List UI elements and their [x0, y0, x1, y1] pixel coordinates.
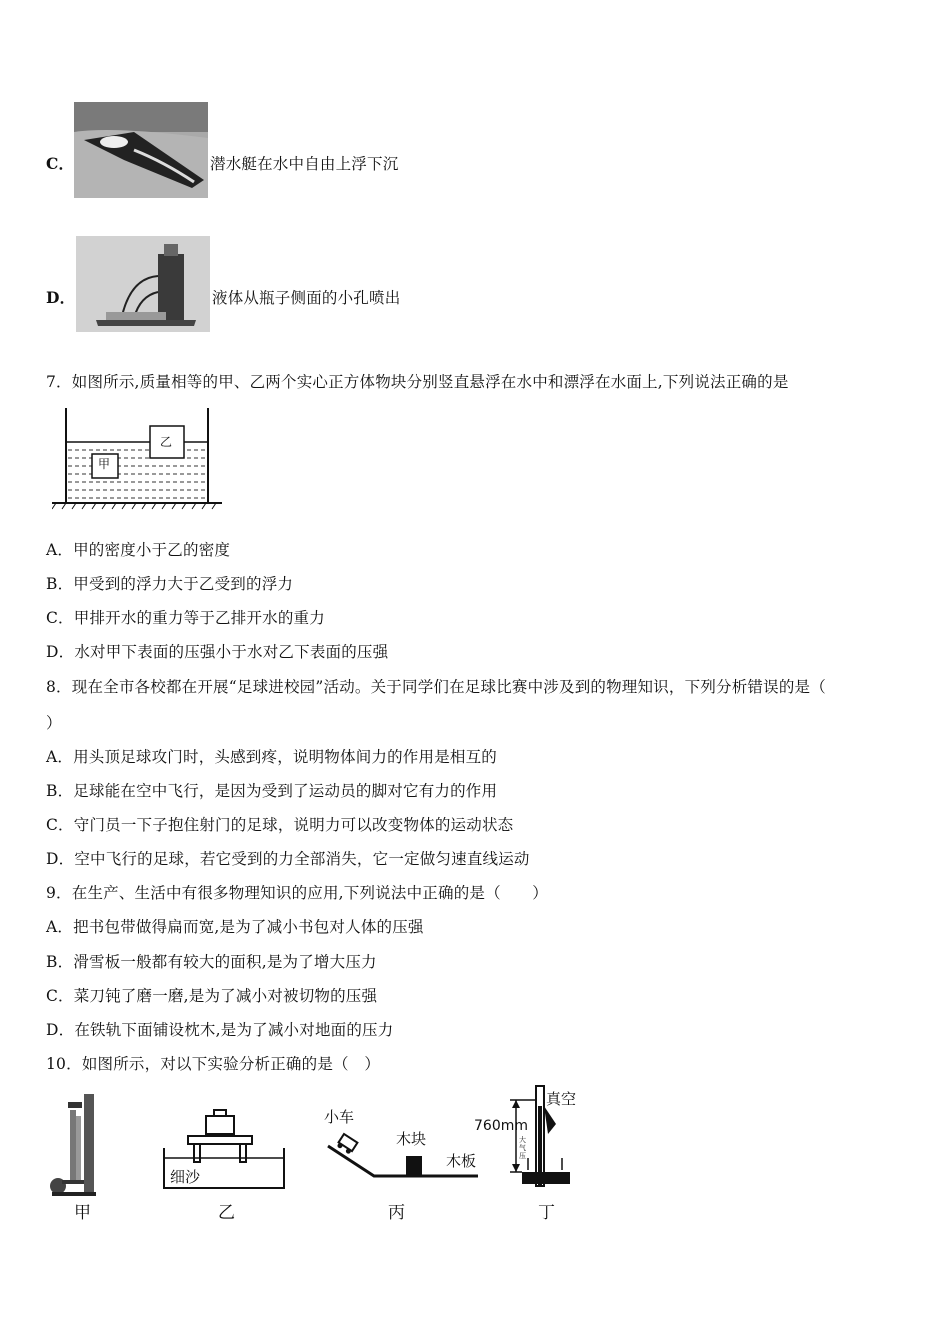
q10-label-sand: 细沙	[170, 1168, 201, 1186]
q7-label-jia: 甲	[98, 457, 111, 471]
q10-label-height: 760mm	[474, 1118, 528, 1134]
q6-option-d-letter: D．	[46, 288, 76, 307]
q9-option-a: A．把书包带做得扁而宽,是为了减小书包对人体的压强	[46, 918, 424, 936]
q10-figure-yi	[160, 1108, 290, 1223]
q8-option-d: D．空中飞行的足球，若它受到的力全部消失，它一定做匀速直线运动	[46, 850, 530, 868]
q10-label-cart: 小车	[324, 1108, 355, 1126]
q6-option-d-text: 液体从瓶子侧面的小孔喷出	[212, 289, 401, 307]
q7-label-yi: 乙	[160, 435, 173, 449]
q8-stem-end: ）	[46, 714, 62, 732]
q6-option-c-letter: C．	[46, 154, 75, 173]
q9-option-b: B．滑雪板一般都有较大的面积,是为了增大压力	[46, 953, 377, 971]
q7-option-b: B．甲受到的浮力大于乙受到的浮力	[46, 575, 294, 593]
q8-option-a: A．用头顶足球攻门时，头感到疼，说明物体间力的作用是相互的	[46, 748, 497, 766]
q9-stem: 9．在生产、生活中有很多物理知识的应用,下列说法中正确的是（ ）	[46, 884, 548, 902]
q6-option-c-text: 潜水艇在水中自由上浮下沉	[210, 155, 399, 173]
q10-figure-ding	[474, 1084, 586, 1223]
q9-option-c: C．菜刀钝了磨一磨,是为了减小对被切物的压强	[46, 987, 378, 1005]
q7-option-d: D．水对甲下表面的压强小于水对乙下表面的压强	[46, 643, 389, 661]
q10-label-yi: 乙	[218, 1203, 235, 1223]
q10-label-bing: 丙	[388, 1203, 405, 1223]
q7-stem: 7．如图所示,质量相等的甲、乙两个实心正方体物块分别竖直悬浮在水中和漂浮在水面上,下列说法正确的是	[46, 373, 789, 391]
q10-label-board: 木板	[446, 1152, 477, 1170]
q10-figure-bing	[322, 1104, 482, 1223]
q10-figure-jia	[44, 1092, 104, 1222]
q7-option-a: A．甲的密度小于乙的密度	[46, 541, 231, 559]
submarine-photo	[74, 102, 208, 198]
bottle-photo	[76, 236, 210, 332]
q7-figure	[52, 404, 222, 514]
q7-option-c: C．甲排开水的重力等于乙排开水的重力	[46, 609, 325, 627]
q10-stem: 10．如图所示，对以下实验分析正确的是（ ）	[46, 1055, 381, 1073]
q10-label-vacuum: 真空	[546, 1090, 577, 1108]
q10-label-jia: 甲	[74, 1203, 91, 1223]
q10-label-block: 木块	[396, 1130, 427, 1148]
q9-option-d: D．在铁轨下面铺设枕木,是为了减小对地面的压力	[46, 1021, 394, 1039]
q10-label-ding: 丁	[538, 1203, 555, 1223]
q8-stem: 8．现在全市各校都在开展“足球进校园”活动。关于同学们在足球比赛中涉及到的物理知识，下列分析错误的是（	[46, 678, 826, 696]
q8-option-b: B．足球能在空中飞行，是因为受到了运动员的脚对它有力的作用	[46, 782, 498, 800]
q10-label-atm: 大气压	[519, 1136, 526, 1160]
q8-option-c: C．守门员一下子抱住射门的足球，说明力可以改变物体的运动状态	[46, 816, 514, 834]
